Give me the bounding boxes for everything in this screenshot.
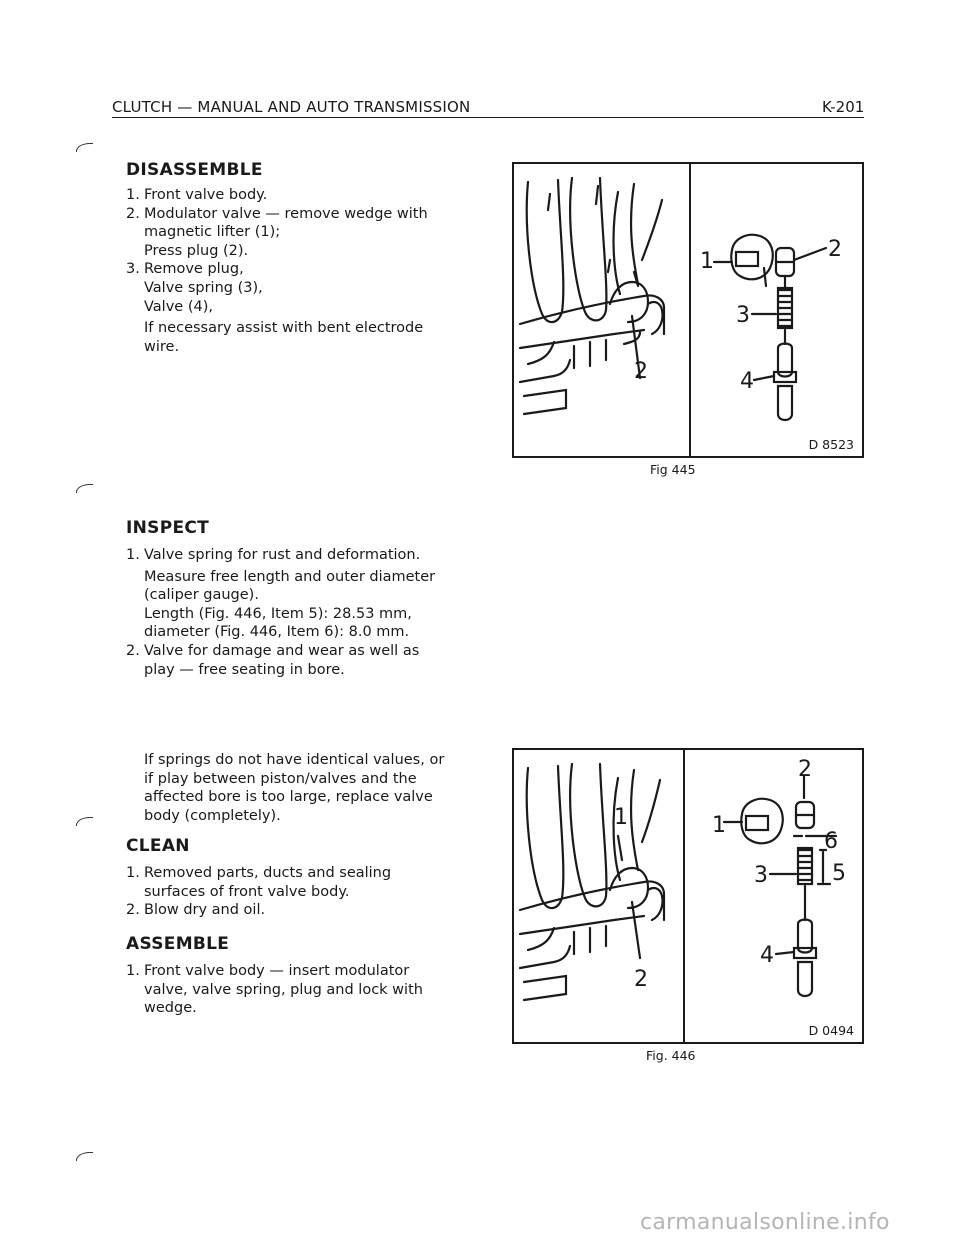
step-number: 1. xyxy=(126,547,140,563)
step-line: (caliper gauge). xyxy=(144,587,259,604)
step-line: Blow dry and oil. xyxy=(144,902,266,919)
callout-2-left: 2 xyxy=(634,967,648,992)
step-line: Length (Fig. 446, Item 5): 28.53 mm, xyxy=(144,605,412,622)
step-line: Valve (4), xyxy=(144,298,213,315)
figure-446-drawing xyxy=(514,750,862,1042)
callout-2: 2 xyxy=(798,757,812,782)
clean-step xyxy=(126,864,476,901)
step-line: Remove plug, xyxy=(144,261,244,278)
footer-watermark-url[interactable]: carmanualsonline.info xyxy=(640,1210,890,1235)
inspect-heading: INSPECT xyxy=(126,518,210,538)
step-line: play — free seating in bore. xyxy=(144,661,345,678)
figure-445-caption: Fig 445 xyxy=(650,462,696,477)
callout-1: 1 xyxy=(700,249,714,274)
assemble-heading: ASSEMBLE xyxy=(126,934,230,954)
note-line: body (completely). xyxy=(144,807,281,824)
page-header-title: CLUTCH — MANUAL AND AUTO TRANSMISSION xyxy=(112,98,471,116)
margin-mark xyxy=(76,484,93,493)
figure-446 xyxy=(512,748,864,1044)
step-line: Measure free length and outer diameter xyxy=(144,568,436,585)
figure-446-caption: Fig. 446 xyxy=(646,1048,696,1063)
clean-step xyxy=(126,901,476,920)
step-number: 1. xyxy=(126,865,140,881)
note-line: If springs do not have identical values, or xyxy=(144,752,445,768)
callout-4: 4 xyxy=(740,369,754,394)
step-line: diameter (Fig. 446, Item 6): 8.0 mm. xyxy=(144,624,410,641)
step-line: wire. xyxy=(144,338,180,355)
callout-5: 5 xyxy=(832,861,846,886)
disassemble-step xyxy=(126,260,476,356)
exploded-parts-illustration xyxy=(714,235,826,420)
callout-2: 2 xyxy=(828,237,842,262)
step-line: valve, valve spring, plug and lock with xyxy=(144,981,423,998)
step-line: surfaces of front valve body. xyxy=(144,883,350,900)
callout-3: 3 xyxy=(736,303,750,328)
callout-1: 1 xyxy=(712,813,726,838)
disassemble-steps xyxy=(126,186,476,356)
step-line: Front valve body — insert modulator xyxy=(144,963,410,979)
step-number: 2. xyxy=(126,902,140,919)
step-line: Valve for damage and wear as well as xyxy=(144,642,420,659)
callout-4: 4 xyxy=(760,943,774,968)
callout-1-left: 1 xyxy=(614,805,628,830)
clean-steps xyxy=(126,864,476,920)
inspect-step xyxy=(126,546,476,642)
step-number: 1. xyxy=(126,963,140,979)
assemble-steps xyxy=(126,962,476,1018)
clean-heading: CLEAN xyxy=(126,836,190,856)
disassemble-step xyxy=(126,205,476,261)
callout-3: 3 xyxy=(754,863,768,888)
inspect-note xyxy=(144,751,484,825)
margin-mark xyxy=(76,1152,93,1161)
disassemble-step xyxy=(126,186,476,205)
note-line: if play between piston/valves and the xyxy=(144,770,417,787)
callout-2-left: 2 xyxy=(634,359,648,384)
step-line: Valve spring (3), xyxy=(144,279,263,296)
note-line: affected bore is too large, replace valve xyxy=(144,789,433,806)
inspect-steps xyxy=(126,546,476,679)
header-rule xyxy=(112,117,864,118)
inspect-step xyxy=(126,642,476,679)
figure-445-drawing xyxy=(514,164,862,456)
step-number: 3. xyxy=(126,261,140,278)
step-number: 1. xyxy=(126,187,140,203)
margin-mark xyxy=(76,143,93,152)
valve-body-illustration xyxy=(520,764,664,1000)
disassemble-heading: DISASSEMBLE xyxy=(126,160,263,180)
figure-445 xyxy=(512,162,864,458)
step-line: If necessary assist with bent electrode xyxy=(144,320,424,337)
margin-mark xyxy=(76,817,93,826)
step-line: Removed parts, ducts and sealing xyxy=(144,865,392,881)
exploded-parts-illustration xyxy=(724,776,836,996)
figure-445-code: D 8523 xyxy=(808,437,854,452)
figure-446-code: D 0494 xyxy=(808,1023,854,1038)
step-line: wedge. xyxy=(144,1000,197,1017)
callout-6: 6 xyxy=(824,829,838,854)
step-number: 2. xyxy=(126,642,140,659)
step-line: Press plug (2). xyxy=(144,242,249,259)
assemble-step xyxy=(126,962,476,1018)
page-number: K-201 xyxy=(822,98,865,116)
step-number: 2. xyxy=(126,205,140,222)
step-line: Front valve body. xyxy=(144,187,268,203)
step-line: Modulator valve — remove wedge with xyxy=(144,205,428,222)
step-line: Valve spring for rust and deformation. xyxy=(144,547,421,563)
step-line: magnetic lifter (1); xyxy=(144,224,281,241)
